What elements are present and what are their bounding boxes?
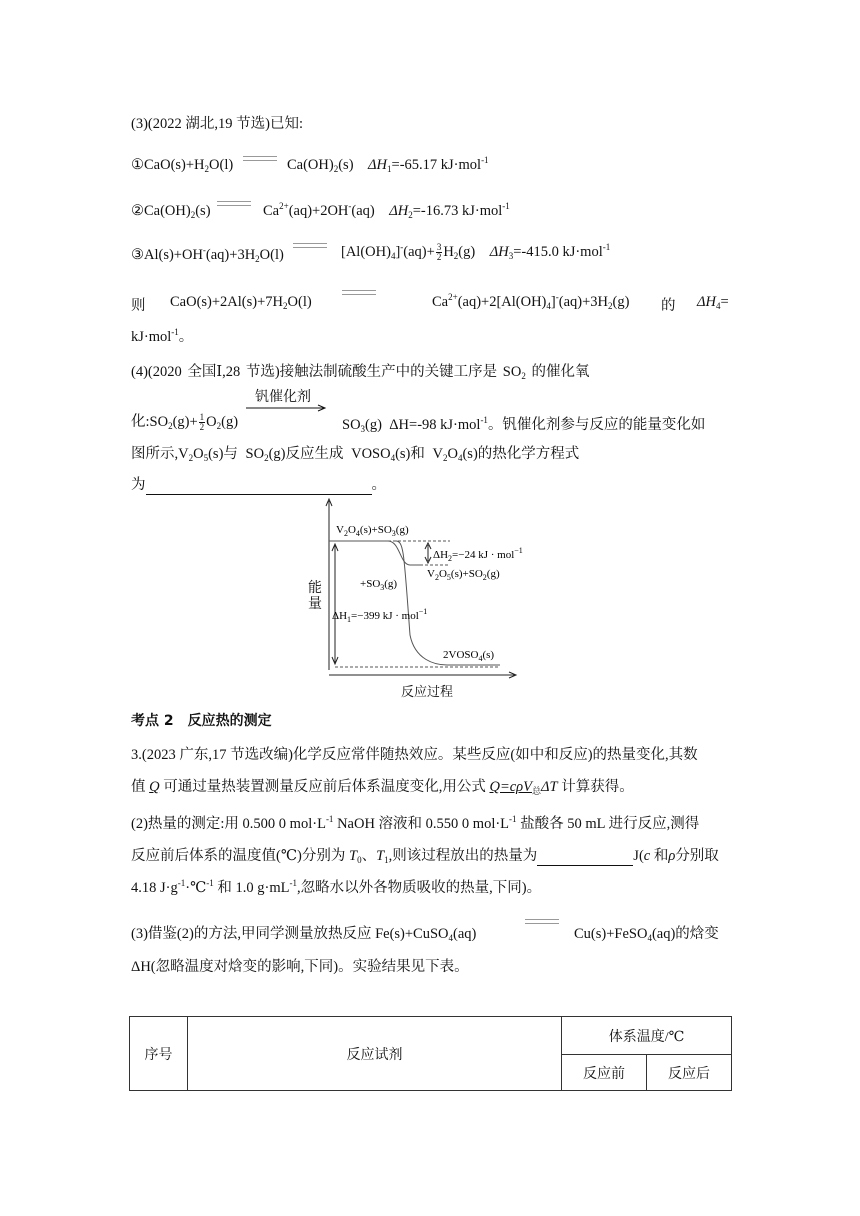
- dh2-label: $\Delta H_2=-24$ kJ · mol$^{-1}$: [433, 546, 523, 563]
- equals-bar: [243, 156, 277, 161]
- equals-bar: [217, 201, 251, 206]
- header-reagents: 反应试剂: [188, 1017, 562, 1091]
- fraction: $\frac{1}{2}$: [199, 412, 205, 433]
- equation-1-rhs: $Ca(OH)_2(s)$ $\Delta H_1=-65.17$ kJ·mol$^{-1}$: [287, 155, 489, 174]
- header-before: 反应前: [562, 1055, 647, 1091]
- header-temperature: 体系温度/℃: [562, 1017, 732, 1055]
- x-axis-label: 反应过程: [401, 685, 454, 700]
- reaction-arrow: [246, 404, 328, 412]
- equation-4-dh: $\Delta H_4=$: [697, 294, 729, 311]
- header-index: 序号: [130, 1017, 188, 1091]
- equation-3-rhs: $[Al(OH)_4]^-(aq)+$ $\frac{3}{2}$ $H_2(g)$ $\Delta H_3=-415.0$ kJ·mol$^{-1}$: [341, 241, 611, 262]
- equation-4-prefix: 则: [131, 298, 146, 314]
- equals-bar: [342, 290, 376, 295]
- bottom-species-label: $2VOSO_4(s)$: [443, 649, 495, 663]
- curve-step-1: [388, 541, 422, 565]
- q3-header: (3)(2022 湖北,19 节选)已知:: [131, 116, 303, 132]
- q3b-part2-line-2: 反应前后体系的温度值(℃)分别为 $T_0$、$T_1$,则该过程放出的热量为 J(c 和ρ分别取: [131, 848, 719, 865]
- q4-line-4: 为 。: [131, 477, 386, 493]
- q4-line-3: 图所示$,V_2O_5(s)$与 $SO_2(g)$反应生成 $VOSO_4(s)$和 $V_2O_4(s)$的热化学方程式: [131, 446, 580, 463]
- results-table: [129, 1016, 732, 1091]
- equation-4-unit: kJ·mol$^{-1}$。: [131, 327, 194, 345]
- equation-4-rhs: $Ca^{2+}(aq)+2[Al(OH)_4]^-(aq)+3H_2(g)$: [432, 292, 630, 311]
- equation-2: $②Ca(OH)_2(s)$: [131, 203, 211, 220]
- q3b-line-2: 值 Q 可通过量热装置测量反应前后体系温度变化,用公式 Q=cρV$_总$ΔT 计算获得。: [131, 779, 634, 796]
- equation-2-rhs: $Ca^{2+}(aq)+2OH^-(aq)$ $\Delta H_2=-16.73$ kJ·mol$^{-1}$: [263, 201, 510, 220]
- fraction: $\frac{3}{2}$: [436, 242, 442, 262]
- equals-bar: [293, 243, 327, 248]
- top-species-label: $V_2O_4(s)+SO_3(g)$: [336, 524, 409, 538]
- dh1-label: $\Delta H_1=-399$ kJ · mol$^{-1}$: [332, 607, 428, 624]
- plus-so3-label: $+SO_3(g)$: [360, 578, 398, 592]
- equation-3: $③Al(s)+OH^-(aq)+3H_2O(l)$: [131, 245, 284, 264]
- q3b-line-1: 3.(2023 广东,17 节选改编)化学反应常伴随热效应。某些反应(如中和反应)的热量变化,其数: [131, 747, 698, 763]
- q4-line-2: 化$:SO_2(g)+$ $\frac{1}{2}$ $O_2(g)$: [131, 412, 239, 433]
- q4-line-2-rhs: $SO_3(g)$ ΔH=-98 kJ·mol$^{-1}$。钒催化剂参与反应的能量变化如: [342, 415, 706, 434]
- catalyst-label: 钒催化剂: [255, 389, 311, 405]
- y-axis-label: 能量: [308, 580, 322, 612]
- equation-4-de: 的: [661, 298, 676, 314]
- q3b-part3-line-1-rhs: Cu(s)+FeSO$_4$(aq)的焓变: [574, 926, 719, 943]
- equals-bar: [525, 919, 559, 924]
- answer-blank[interactable]: [146, 477, 372, 495]
- q3b-part2-line-3: 4.18 $J\cdot g^{-1}\cdot℃^{-1}$ 和 1.0 $g\cdot mL^{-1}$,忽略水以外各物质吸收的热量,下同)。: [131, 878, 542, 896]
- energy-diagram: [300, 495, 530, 700]
- equation-1: $①CaO(s)+H_2O(l)$: [131, 157, 234, 174]
- equation-4-lhs: $CaO(s)+2Al(s)+7H_2O(l)$: [170, 294, 312, 311]
- q3b-part3-line-2: ΔH(忽略温度对焓变的影响,下同)。实验结果见下表。: [131, 959, 469, 975]
- q3b-part3-line-1: (3)借鉴(2)的方法,甲同学测量放热反应 Fe(s)+CuSO$_4$(aq): [131, 926, 477, 943]
- section-title: 考点 2 反应热的测定: [131, 713, 272, 729]
- q4-line-1: (4)(2020 全国Ⅰ,28 节选)接触法制硫酸生产中的关键工序是 $SO_2$ 的催化氧: [131, 364, 590, 381]
- answer-blank[interactable]: [537, 848, 633, 866]
- header-after: 反应后: [647, 1055, 732, 1091]
- mid-species-label: $V_2O_5(s)+SO_2(g)$: [427, 568, 500, 582]
- q3b-part2-line-1: (2)热量的测定:用 0.500 0 $mol\cdot L^{-1}$ NaOH 溶液和 0.550 0 $mol\cdot L^{-1}$ 盐酸各 50 mL 进行反应,测得: [131, 814, 700, 832]
